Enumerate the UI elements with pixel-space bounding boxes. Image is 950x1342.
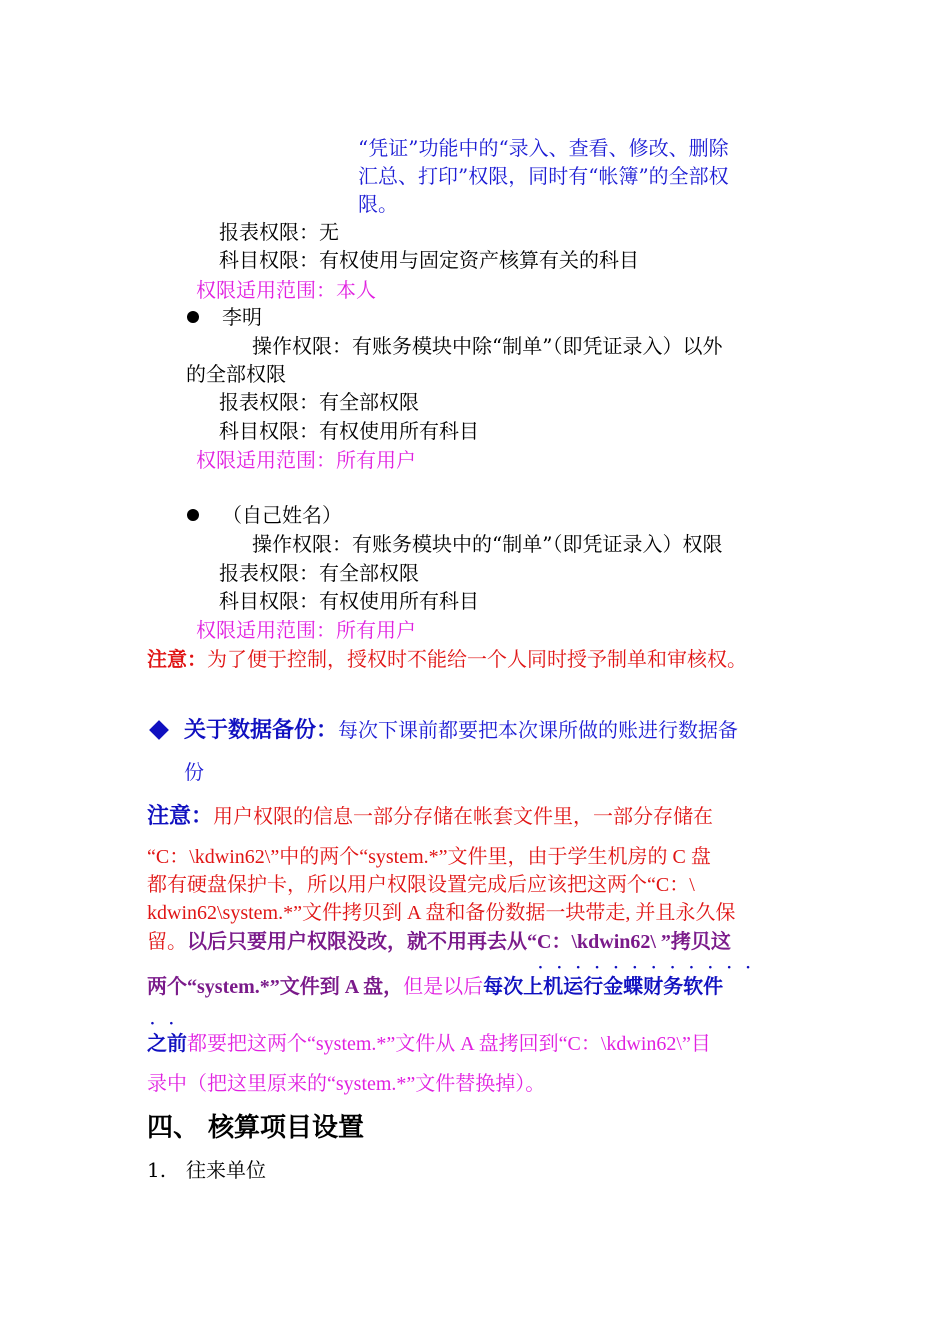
liming-permission-scope: 权限适用范围：所有用户 bbox=[196, 448, 416, 472]
note2-line-8: 录中（把这里原来的“system.*”文件替换掉）。 bbox=[147, 1073, 546, 1095]
note2-text-6a: 两个“system.*”文件到 A 盘， bbox=[147, 976, 404, 998]
backup-line-1 bbox=[184, 716, 738, 744]
note-text: 为了便于控制，授权时不能给一个人同时授予制单和审核权。 bbox=[207, 647, 747, 671]
self-op-permission: 操作权限：有账务模块中的“制单”（即凭证录入）权限 bbox=[252, 532, 723, 556]
self-subject-permission: 科目权限：有权使用所有科目 bbox=[219, 589, 479, 613]
bullet-icon bbox=[187, 509, 199, 521]
liming-op-permission-line-2: 的全部权限 bbox=[186, 362, 286, 386]
user-name-liming: 李明 bbox=[222, 305, 262, 329]
note2-text-5a: 留。 bbox=[147, 931, 187, 953]
list-item-number: 1. bbox=[147, 1158, 167, 1182]
liming-subject-permission: 科目权限：有权使用所有科目 bbox=[219, 419, 479, 443]
user-name-self: （自己姓名） bbox=[222, 503, 342, 527]
liming-report-permission: 报表权限：有全部权限 bbox=[219, 390, 419, 414]
note2-line-4: kdwin62\system.*”文件拷贝到 A 盘和备份数据一块带走, 并且永久保 bbox=[147, 902, 736, 924]
note2-line-5 bbox=[147, 928, 731, 956]
backup-title: 关于数据备份： bbox=[184, 717, 339, 743]
subject-permission: 科目权限：有权使用与固定资产核算有关的科目 bbox=[219, 248, 639, 272]
note2-label: 注意： bbox=[147, 803, 214, 829]
report-permission: 报表权限：无 bbox=[219, 220, 339, 244]
op-permission-line-1: “凭证”功能中的“录入、查看、修改、删除 bbox=[358, 136, 729, 160]
note2-text-7a: 之前 bbox=[147, 1033, 187, 1055]
op-permission-line-3: 限。 bbox=[358, 192, 398, 216]
emphasis-dots: ············ bbox=[538, 960, 765, 976]
note2-line-2: “C：\kdwin62\”中的两个“system.*”文件里，由于学生机房的 C 盘 bbox=[147, 846, 711, 868]
self-permission-scope: 权限适用范围：所有用户 bbox=[196, 618, 416, 642]
liming-op-permission-line-1: 操作权限：有账务模块中除“制单”（即凭证录入）以外 bbox=[252, 334, 723, 358]
note2-text-6c: 每次上机运行金蝶财务软件 bbox=[483, 976, 724, 998]
self-report-permission: 报表权限：有全部权限 bbox=[219, 561, 419, 585]
note2-text-7b: 都要把这两个“system.*”文件从 A 盘拷回到“C：\kdwin62\”目 bbox=[187, 1033, 711, 1055]
list-item-text: 往来单位 bbox=[186, 1158, 266, 1182]
note-authorization bbox=[147, 645, 747, 673]
backup-line-2: 份 bbox=[184, 760, 204, 784]
note2-text-5b: 以后只要用户权限没改，就不用再去从“C：\kdwin62\ ”拷贝这 bbox=[187, 931, 731, 953]
backup-text: 每次下课前都要把本次课所做的账进行数据备 bbox=[338, 718, 739, 742]
section-heading: 四、 核算项目设置 bbox=[147, 1113, 365, 1143]
note-label: 注意： bbox=[147, 647, 207, 671]
note2-line-7 bbox=[147, 1030, 711, 1058]
diamond-bullet-icon bbox=[149, 720, 169, 740]
emphasis-dots: ·· bbox=[150, 1016, 188, 1032]
note2-line-3: 都有硬盘保护卡，所以用户权限设置完成后应该把这两个“C：\ bbox=[147, 874, 695, 896]
op-permission-line-2: 汇总、打印”权限，同时有“帐簿”的全部权 bbox=[358, 164, 729, 188]
bullet-icon bbox=[187, 311, 199, 323]
note2-text-6b: 但是以后 bbox=[403, 976, 484, 998]
note2-line-1 bbox=[147, 802, 713, 830]
note2-text-1: 用户权限的信息一部分存储在帐套文件里，一部分存储在 bbox=[213, 804, 714, 828]
permission-scope: 权限适用范围：本人 bbox=[196, 278, 376, 302]
note2-line-6 bbox=[147, 973, 723, 1001]
